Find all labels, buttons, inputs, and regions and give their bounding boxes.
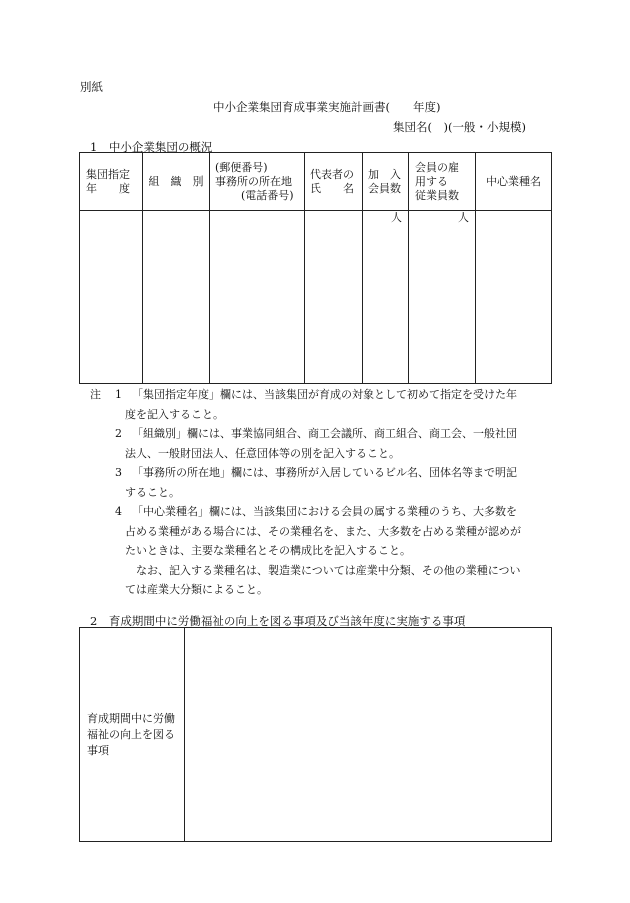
annex-label: 別紙 — [80, 80, 103, 94]
cell-representative-name[interactable] — [305, 211, 363, 384]
group-name-line: 集団名( )(一般・小規模) — [393, 120, 526, 134]
labor-welfare-content-cell[interactable] — [185, 628, 552, 842]
header-representative-name: 代表者の 氏 名 — [305, 153, 363, 211]
group-overview-table — [79, 152, 552, 384]
cell-office-location[interactable] — [210, 211, 305, 384]
note-number: 3 — [115, 466, 122, 479]
note-text: 「事務所の所在地」欄には、事務所が入居しているビル名、団体名等まで明記 すること。 — [125, 466, 517, 499]
note-number: 2 — [115, 427, 122, 440]
labor-welfare-table — [79, 627, 552, 842]
cell-main-industry[interactable] — [476, 211, 552, 384]
section2-heading: 2 育成期間中に労働福祉の向上を図る事項及び当該年度に実施する事項 — [90, 614, 466, 628]
note-number: 1 — [115, 388, 122, 401]
table-data-row — [80, 211, 552, 384]
header-main-industry: 中心業種名 — [476, 153, 552, 211]
member-count-unit: 人 — [391, 211, 402, 224]
cell-member-count[interactable] — [363, 211, 409, 384]
labor-welfare-row-label: 育成期間中に労働 福祉の向上を図る 事項 — [80, 628, 185, 842]
cell-designated-year[interactable] — [80, 211, 143, 384]
cell-member-employees[interactable] — [409, 211, 476, 384]
header-office-location: (郵便番号) 事務所の所在地 (電話番号) — [210, 153, 305, 211]
document-title: 中小企業集団育成事業実施計画書( 年度) — [213, 100, 441, 114]
header-organization-type: 組 織 別 — [143, 153, 210, 211]
note-text: 「組織別」欄には、事業協同組合、商工会議所、商工組合、商工会、一般社団 法人、一般財団法人、任意団体等の別を記入すること。 — [125, 427, 517, 460]
cell-organization-type[interactable] — [143, 211, 210, 384]
section1-heading: 1 中小企業集団の概況 — [90, 140, 213, 154]
header-member-employees: 会員の雇 用する 従業員数 — [409, 153, 476, 211]
notes-prefix: 注 — [90, 388, 101, 401]
header-member-count: 加 入 会員数 — [363, 153, 409, 211]
table-header-row — [80, 153, 552, 211]
employee-count-unit: 人 — [458, 211, 469, 224]
note-number: 4 — [115, 505, 122, 518]
header-designated-year: 集団指定 年 度 — [80, 153, 143, 211]
note-text: 「集団指定年度」欄には、当該集団が育成の対象として初めて指定を受けた年 度を記入すること。 — [125, 388, 517, 421]
labor-welfare-row — [80, 628, 552, 842]
note-text: 「中心業種名」欄には、当該集団における会員の属する業種のうち、大多数を 占める業種がある場合には、その業種名を、また、大多数を占める業種が認めが たいときは、主要な業種名とその構成比を記入すること。 なお、記入する業種名は、製造業については産業中分類、その他の業種につい ては産業大分類によること。 — [125, 505, 521, 597]
